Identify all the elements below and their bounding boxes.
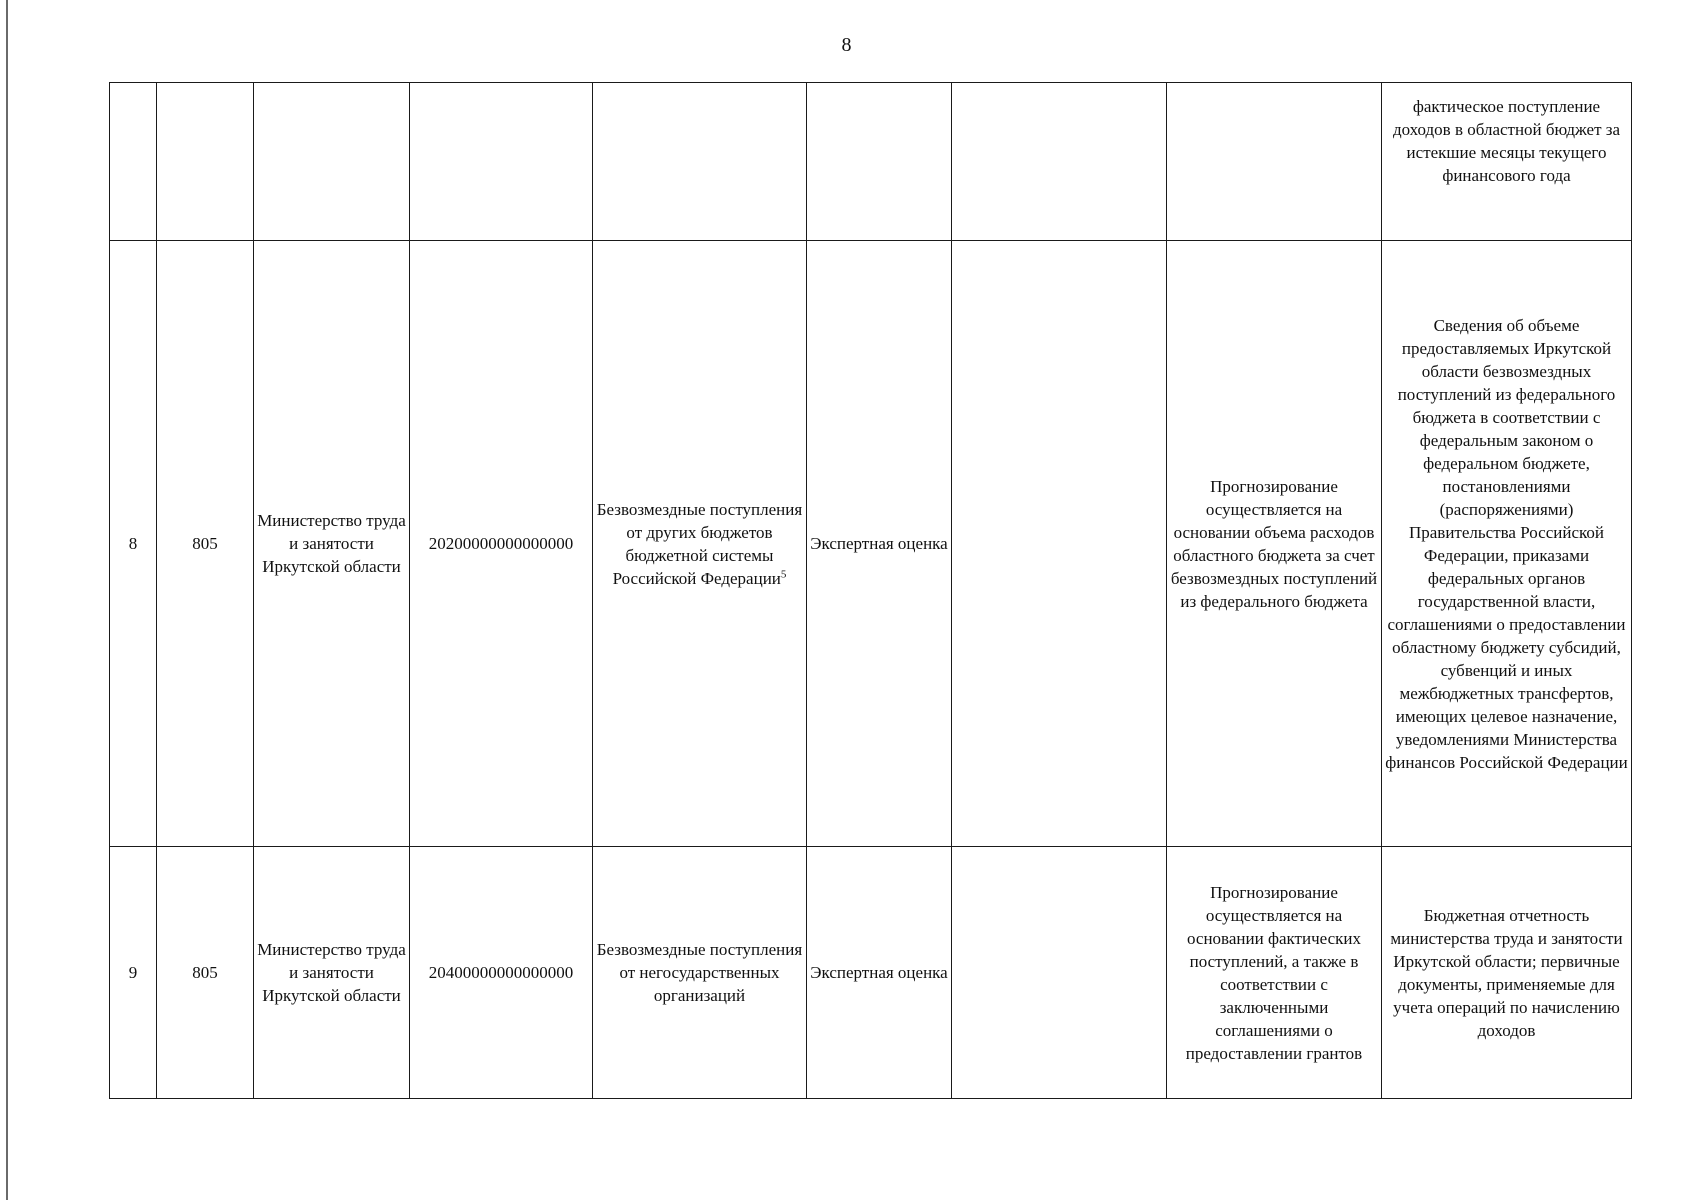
cell-administrator: Министерство труда и занятости Иркутской области [254,847,410,1099]
cell-method: Экспертная оценка [807,241,952,847]
cell-algorithm: Прогнозирование осуществляется на основании фактических поступлений, а также в соответствии с заключенными соглашениями о предоставлении грантов [1167,847,1382,1099]
cell-kbk [410,83,593,241]
cell-number: 9 [110,847,157,1099]
cell-formula [952,241,1167,847]
cell-formula [952,847,1167,1099]
table-row [110,241,1632,847]
page-number: 8 [841,34,852,56]
cell-admin-code: 805 [157,241,254,847]
cell-administrator [254,83,410,241]
cell-administrator: Министерство труда и занятости Иркутской области [254,241,410,847]
cell-formula [952,83,1167,241]
table-row [110,83,1632,241]
cell-source: Бюджетная отчетность министерства труда и занятости Иркутской области; первичные документы, применяемые для учета операций по начислению доходов [1382,847,1632,1099]
cell-kbk: 20400000000000000 [410,847,593,1099]
income-forecast-table [109,82,1632,1099]
cell-admin-code: 805 [157,847,254,1099]
cell-method: Экспертная оценка [807,847,952,1099]
income-name-text: Безвозмездные поступления от других бюджетов бюджетной системы Российской Федерации [596,499,803,588]
scan-margin-line [6,0,8,1200]
cell-income-name: Безвозмездные поступления от негосударственных организаций [593,847,807,1099]
cell-number [110,83,157,241]
cell-source: Сведения об объеме предоставляемых Иркутской области безвозмездных поступлений из федерального бюджета в соответствии с федеральным законом о федеральном бюджете, постановлениями (распоряжениями) Правительства Российской Федерации, приказами федеральных органов государственной власти, соглашениями о предоставлении областному бюджету субсидий, субвенций и иных межбюджетных трансфертов, имеющих целевое назначение, уведомлениями Министерства финансов Российской Федерации [1382,241,1632,847]
cell-algorithm: Прогнозирование осуществляется на основании объема расходов областного бюджета за счет безвозмездных поступлений из федерального бюджета [1167,241,1382,847]
cell-source: фактическое поступление доходов в областной бюджет за истекшие месяцы текущего финансового года [1382,83,1632,241]
table-row [110,847,1632,1099]
cell-method [807,83,952,241]
cell-number: 8 [110,241,157,847]
footnote-marker: 5 [780,567,787,580]
cell-admin-code [157,83,254,241]
cell-income-name [593,83,807,241]
cell-income-name [593,241,807,847]
cell-algorithm [1167,83,1382,241]
cell-kbk: 20200000000000000 [410,241,593,847]
